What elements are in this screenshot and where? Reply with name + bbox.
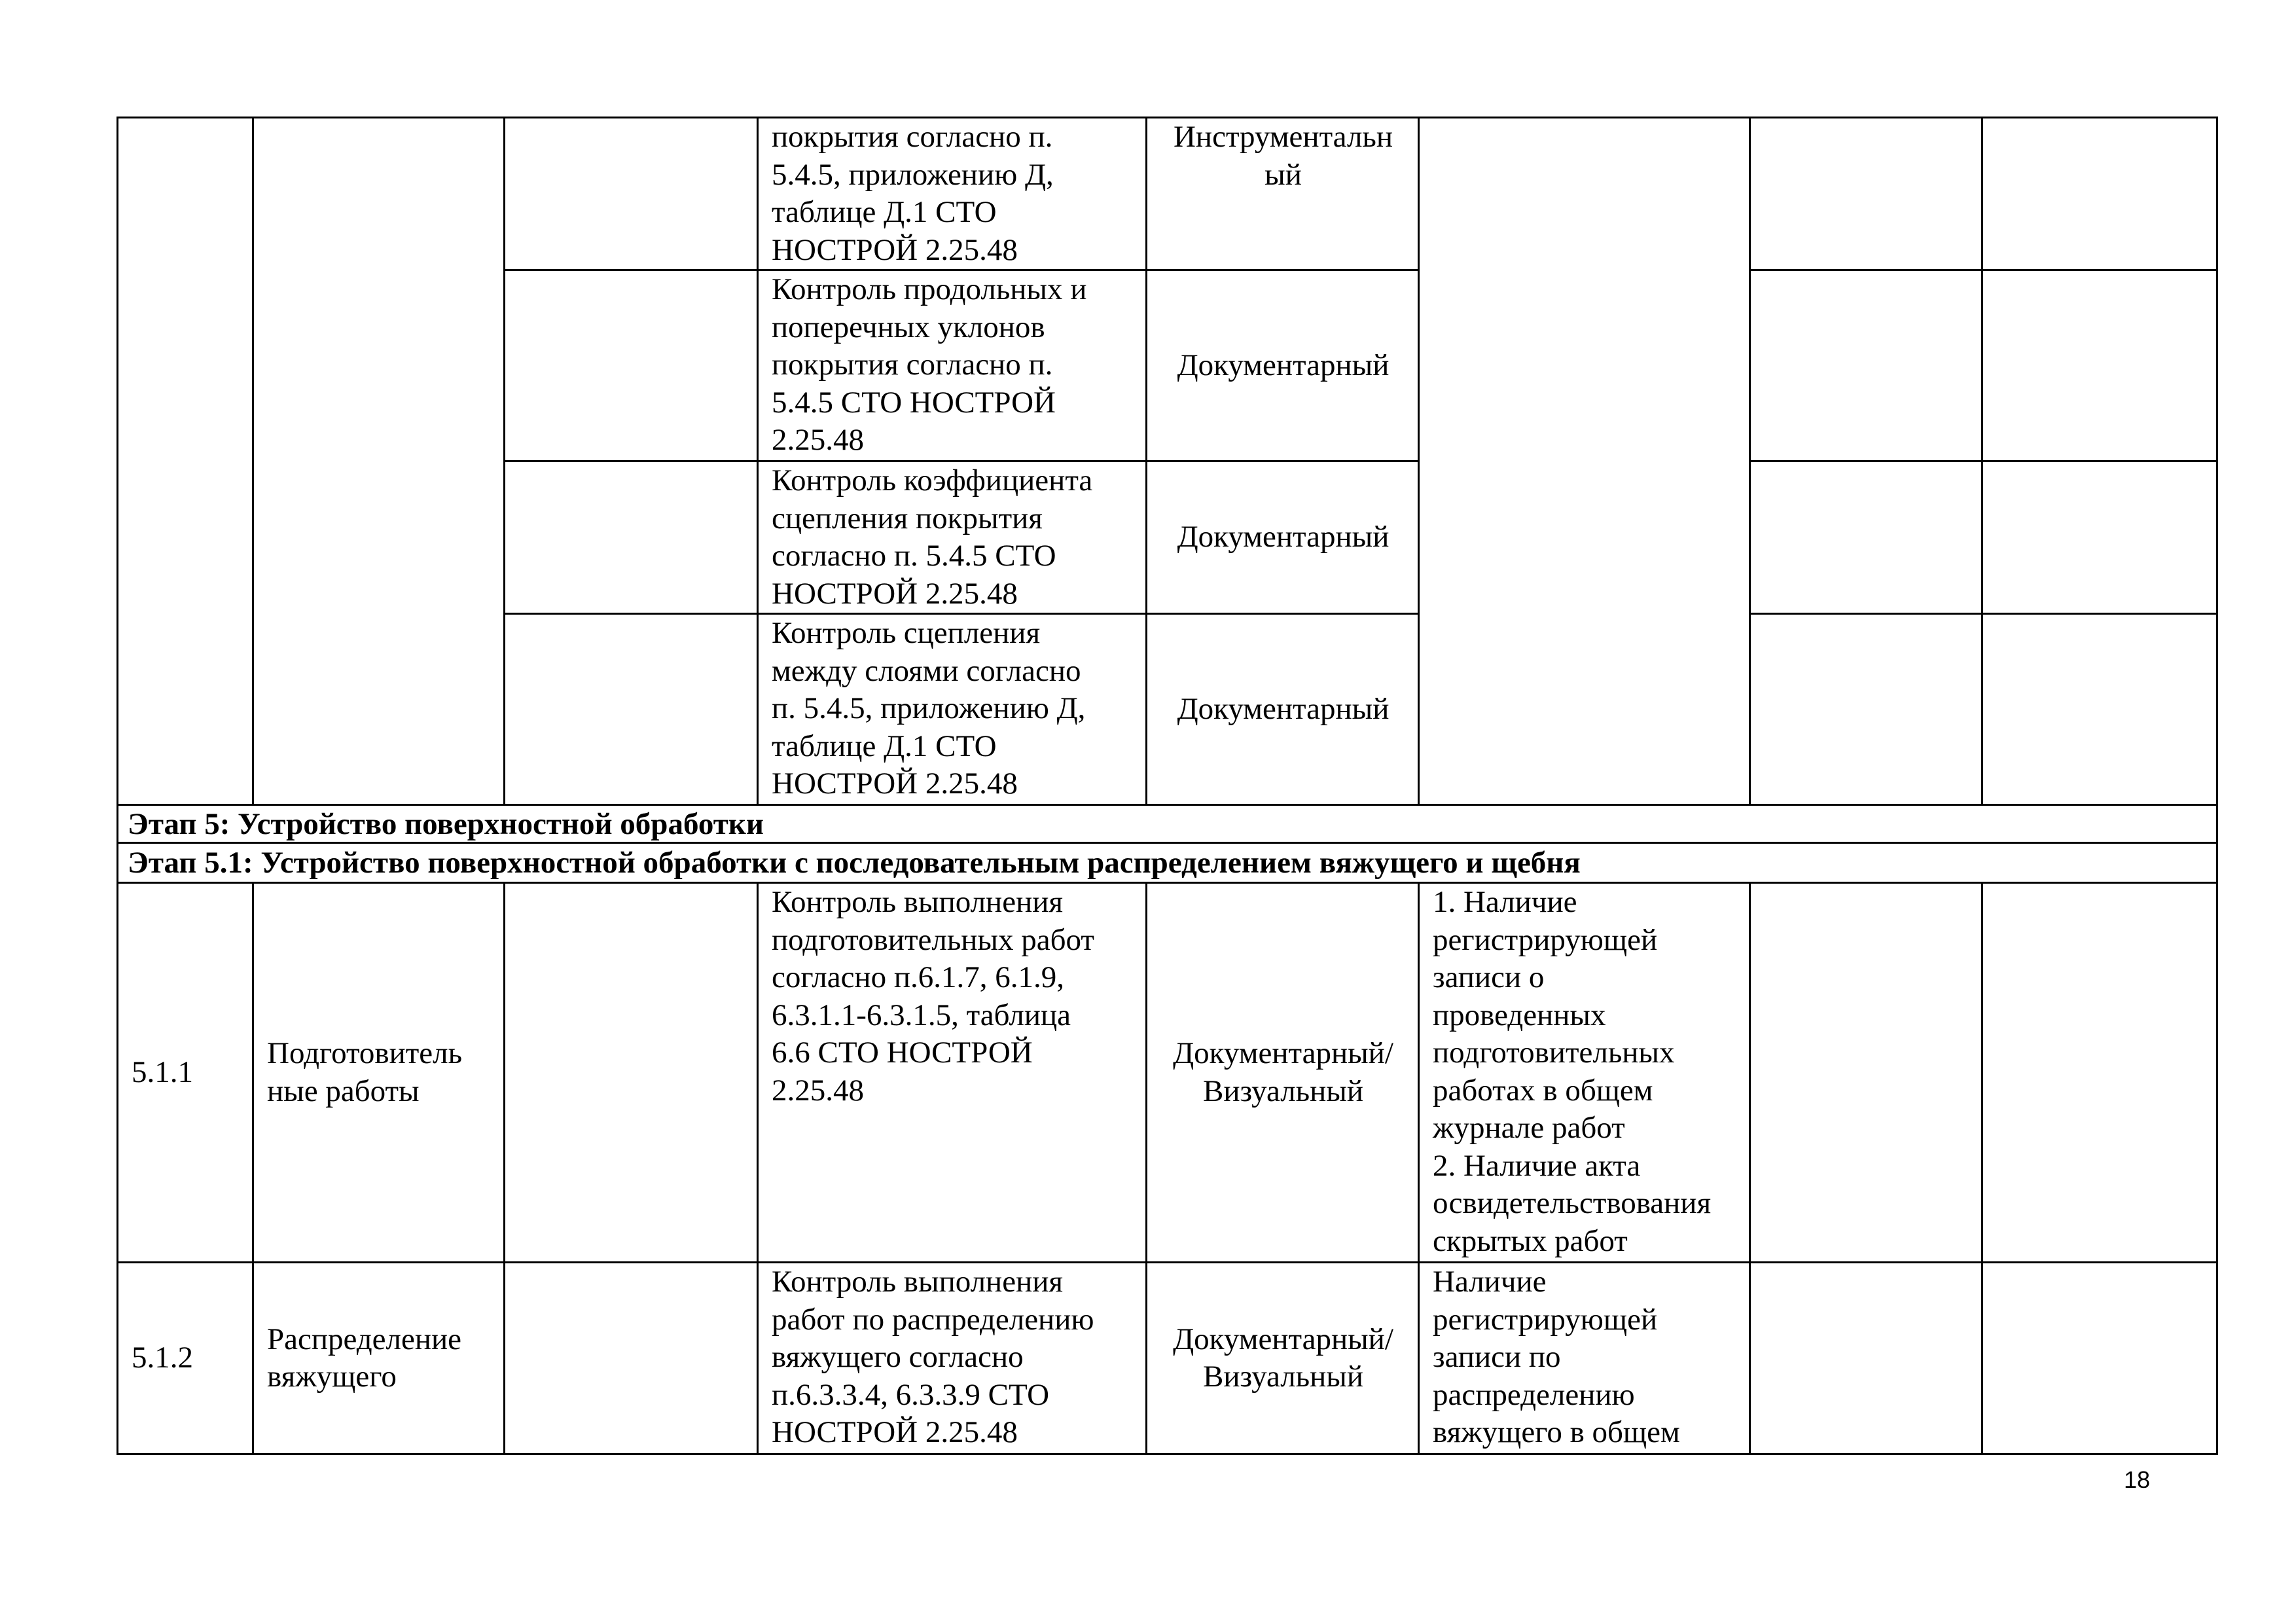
empty-cell (505, 883, 758, 1263)
method-cell: Документарный (1147, 461, 1419, 614)
control-table (117, 117, 2218, 1455)
method-cell: Документарный/ Визуальный (1147, 1263, 1419, 1454)
name-cell (253, 118, 505, 805)
empty-cell (1982, 270, 2217, 461)
method-cell: Документарный/ Визуальный (1147, 883, 1419, 1263)
num-cell (118, 118, 253, 805)
empty-cell (505, 614, 758, 805)
empty-cell (1750, 883, 1982, 1263)
empty-cell (1982, 461, 2217, 614)
substage-header: Этап 5.1: Устройство поверхностной обработки с последовательным распределением вяжущего и щебня (118, 843, 2217, 883)
empty-cell (1750, 461, 1982, 614)
empty-cell (1982, 118, 2217, 270)
docs-cell: 1. Наличие регистрирующей записи о проведенных подготовительных работах в общем журнале работ 2. Наличие акта освидетельствования скрытых работ (1419, 883, 1750, 1263)
empty-cell (1750, 118, 1982, 270)
empty-cell (1750, 614, 1982, 805)
method-cell: Инструментальн ый (1147, 118, 1419, 270)
check-cell: покрытия согласно п. 5.4.5, приложению Д, таблице Д.1 СТО НОСТРОЙ 2.25.48 (758, 118, 1147, 270)
empty-cell (505, 270, 758, 461)
empty-cell (1750, 1263, 1982, 1454)
empty-cell (505, 118, 758, 270)
empty-cell (1750, 270, 1982, 461)
empty-cell (505, 1263, 758, 1454)
method-cell: Документарный (1147, 270, 1419, 461)
stage-header: Этап 5: Устройство поверхностной обработки (118, 805, 2217, 843)
check-cell: Контроль коэффициента сцепления покрытия согласно п. 5.4.5 СТО НОСТРОЙ 2.25.48 (758, 461, 1147, 614)
page-number: 18 (2124, 1466, 2151, 1493)
check-cell: Контроль выполнения подготовительных работ согласно п.6.1.7, 6.1.9, 6.3.1.1-6.3.1.5, таблица 6.6 СТО НОСТРОЙ 2.25.48 (758, 883, 1147, 1263)
check-cell: Контроль продольных и поперечных уклонов покрытия согласно п. 5.4.5 СТО НОСТРОЙ 2.25.48 (758, 270, 1147, 461)
name-cell: Подготовитель ные работы (253, 883, 505, 1263)
empty-cell (1982, 614, 2217, 805)
empty-cell (1982, 883, 2217, 1263)
check-cell: Контроль сцепления между слоями согласно п. 5.4.5, приложению Д, таблице Д.1 СТО НОСТРОЙ 2.25.48 (758, 614, 1147, 805)
docs-cell (1419, 118, 1750, 805)
method-cell: Документарный (1147, 614, 1419, 805)
check-cell: Контроль выполнения работ по распределению вяжущего согласно п.6.3.3.4, 6.3.3.9 СТО НОСТРОЙ 2.25.48 (758, 1263, 1147, 1454)
empty-cell (505, 461, 758, 614)
docs-cell: Наличие регистрирующей записи по распределению вяжущего в общем (1419, 1263, 1750, 1454)
empty-cell (1982, 1263, 2217, 1454)
name-cell: Распределение вяжущего (253, 1263, 505, 1454)
num-cell: 5.1.2 (118, 1263, 253, 1454)
num-cell: 5.1.1 (118, 883, 253, 1263)
